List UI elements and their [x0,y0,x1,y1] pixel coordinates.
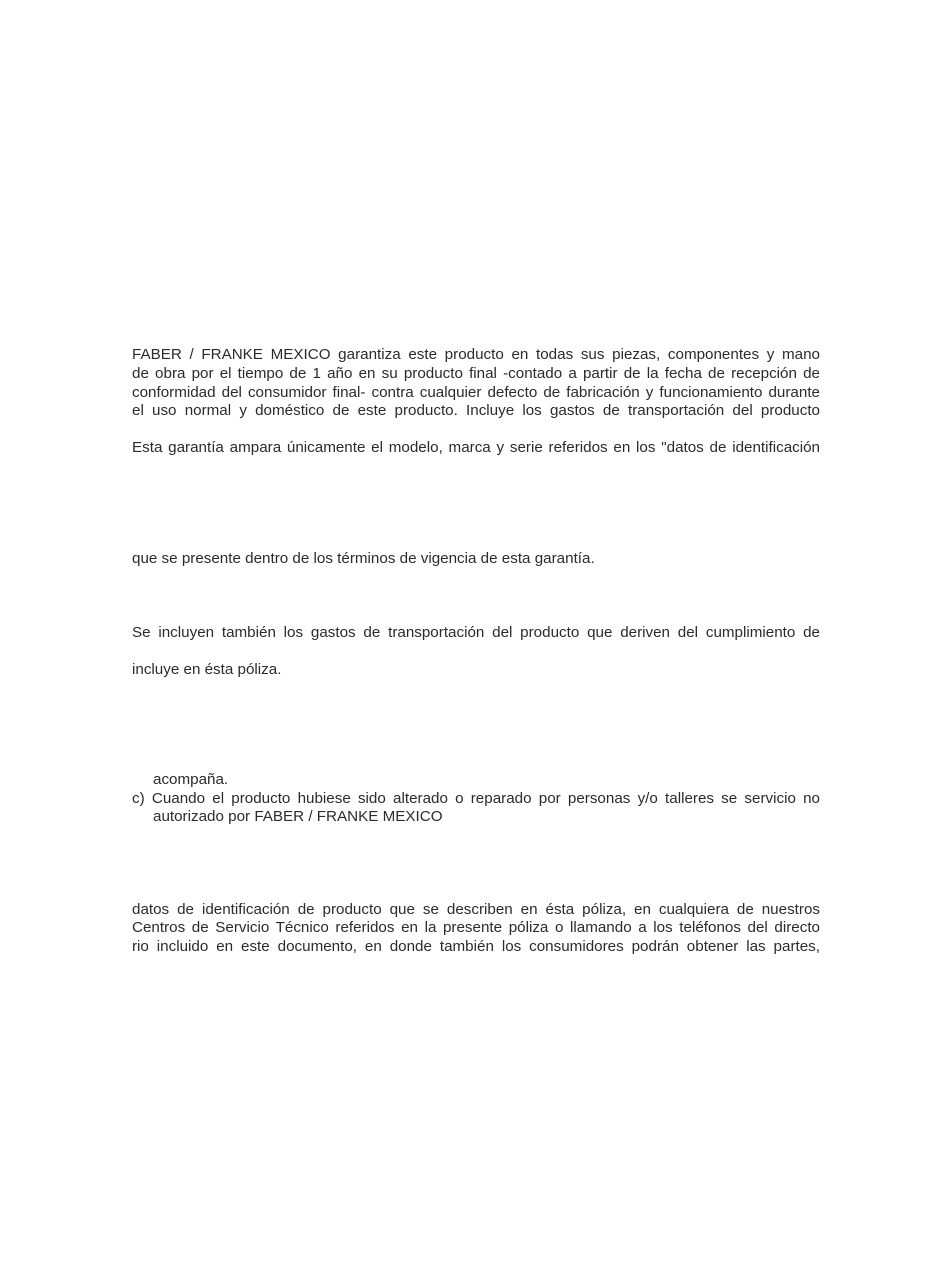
list-item-c: c) Cuando el producto hubiese sido alterado o reparado por personas y/o talleres se servicio no [132,790,820,807]
paragraph-2: Esta garantía ampara únicamente el modelo, marca y serie referidos en los "datos de identificación [132,439,820,456]
paragraph-4: Se incluyen también los gastos de transportación del producto que deriven del cumplimiento de [132,624,820,641]
paragraph-5: incluye en ésta póliza. [132,661,282,678]
list-continuation: acompaña. [153,771,229,788]
paragraph-1-line-4: el uso normal y doméstico de este producto. Incluye los gastos de transportación del producto [132,402,820,419]
paragraph-3: que se presente dentro de los términos de vigencia de esta garantía. [132,550,595,567]
paragraph-6-line-3: rio incluido en este documento, en donde también los consumidores podrán obtener las partes, [132,938,820,955]
paragraph-1-line-3: conformidad del consumidor final- contra cualquier defecto de fabricación y funcionamiento durante [132,384,820,401]
list-item-c-continuation: autorizado por FABER / FRANKE MEXICO [153,808,443,825]
paragraph-1-line-2: de obra por el tiempo de 1 año en su producto final -contado a partir de la fecha de recepción de [132,365,820,382]
paragraph-6-line-2: Centros de Servicio Técnico referidos en la presente póliza o llamando a los teléfonos del directo [132,919,820,936]
paragraph-6-line-1: datos de identificación de producto que se describen en ésta póliza, en cualquiera de nuestros [132,901,820,918]
paragraph-1-line-1: FABER / FRANKE MEXICO garantiza este producto en todas sus piezas, componentes y mano [132,346,820,363]
